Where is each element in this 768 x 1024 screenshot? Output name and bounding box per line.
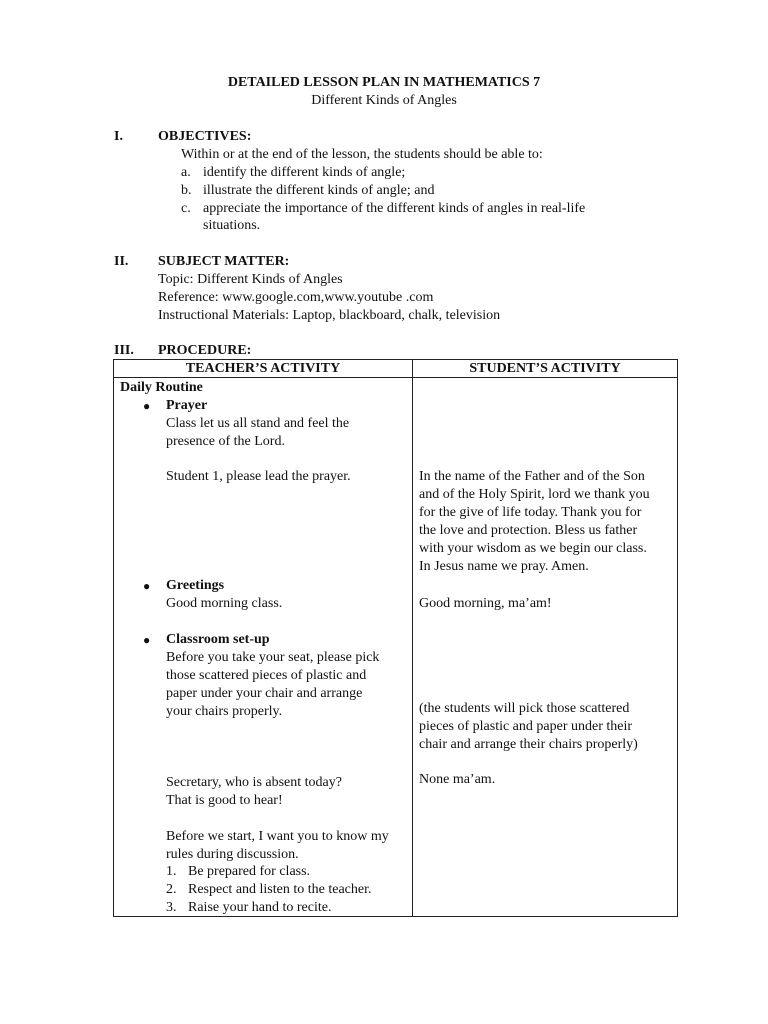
prayer-student-line: with your wisdom as we begin our class. xyxy=(419,541,647,556)
rule-text: Be prepared for class. xyxy=(188,864,311,879)
daily-routine-label: Daily Routine xyxy=(120,380,203,395)
procedure-number: III. xyxy=(114,343,134,358)
subject-matter-heading: SUBJECT MATTER: xyxy=(158,254,290,269)
prayer-teacher-line: Class let us all stand and feel the xyxy=(166,416,350,431)
subject-matter-number: II. xyxy=(114,254,129,269)
prayer-lead-request: Student 1, please lead the prayer. xyxy=(166,469,351,484)
bullet-icon: ● xyxy=(143,399,151,413)
rule-number: 1. xyxy=(166,864,177,879)
teacher-activity-header: TEACHER’S ACTIVITY xyxy=(114,360,413,378)
classroom-teacher-line: your chairs properly. xyxy=(166,704,283,719)
classroom-student-line: chair and arrange their chairs properly) xyxy=(419,737,638,752)
objective-letter-c: c. xyxy=(181,201,191,216)
objective-item-c-continued: situations. xyxy=(203,218,261,233)
objective-item-c: appreciate the importance of the different kinds of angles in real-life xyxy=(203,201,586,216)
classroom-teacher-line: paper under your chair and arrange xyxy=(166,686,363,701)
classroom-setup-heading: Classroom set-up xyxy=(166,632,270,647)
student-activity-header: STUDENT’S ACTIVITY xyxy=(413,360,678,378)
student-activity-cell xyxy=(413,378,678,917)
attendance-student: None ma’am. xyxy=(419,772,496,787)
prayer-heading: Prayer xyxy=(166,398,208,413)
prayer-student-line: In Jesus name we pray. Amen. xyxy=(419,559,589,574)
document-subtitle: Different Kinds of Angles xyxy=(311,93,457,108)
procedure-table-header xyxy=(114,360,678,378)
objectives-heading: OBJECTIVES: xyxy=(158,129,252,144)
objective-item-a: identify the different kinds of angle; xyxy=(203,165,406,180)
classroom-teacher-line: those scattered pieces of plastic and xyxy=(166,668,367,683)
prayer-student-line: and of the Holy Spirit, lord we thank you xyxy=(419,487,650,502)
attendance-teacher-line: That is good to hear! xyxy=(166,793,283,808)
objective-letter-a: a. xyxy=(181,165,191,180)
attendance-teacher-line: Secretary, who is absent today? xyxy=(166,775,342,790)
rule-number: 3. xyxy=(166,900,177,915)
subject-reference: Reference: www.google.com,www.youtube .com xyxy=(158,290,434,305)
rule-text: Respect and listen to the teacher. xyxy=(188,882,372,897)
teacher-activity-cell xyxy=(114,378,413,917)
rules-intro-line: Before we start, I want you to know my xyxy=(166,829,389,844)
classroom-student-line: pieces of plastic and paper under their xyxy=(419,719,633,734)
prayer-teacher-line: presence of the Lord. xyxy=(166,434,285,449)
classroom-teacher-line: Before you take your seat, please pick xyxy=(166,650,380,665)
greetings-heading: Greetings xyxy=(166,578,225,593)
objective-item-b: illustrate the different kinds of angle; and xyxy=(203,183,435,198)
prayer-student-line: for the give of life today. Thank you for xyxy=(419,505,642,520)
procedure-table xyxy=(113,359,678,917)
rule-text: Raise your hand to recite. xyxy=(188,900,332,915)
rule-number: 2. xyxy=(166,882,177,897)
subject-materials: Instructional Materials: Laptop, blackboard, chalk, television xyxy=(158,308,501,323)
subject-topic: Topic: Different Kinds of Angles xyxy=(158,272,343,287)
procedure-heading: PROCEDURE: xyxy=(158,343,252,358)
procedure-table-row xyxy=(114,378,678,917)
prayer-student-line: the love and protection. Bless us father xyxy=(419,523,638,538)
greetings-student: Good morning, ma’am! xyxy=(419,596,552,611)
rules-intro-line: rules during discussion. xyxy=(166,847,299,862)
prayer-student-line: In the name of the Father and of the Son xyxy=(419,469,645,484)
classroom-student-line: (the students will pick those scattered xyxy=(419,701,630,716)
document-title: DETAILED LESSON PLAN IN MATHEMATICS 7 xyxy=(227,75,541,90)
bullet-icon: ● xyxy=(143,633,151,647)
bullet-icon: ● xyxy=(143,579,151,593)
objective-letter-b: b. xyxy=(181,183,192,198)
objectives-intro: Within or at the end of the lesson, the students should be able to: xyxy=(181,147,543,162)
greetings-teacher: Good morning class. xyxy=(166,596,283,611)
objectives-number: I. xyxy=(114,129,123,144)
